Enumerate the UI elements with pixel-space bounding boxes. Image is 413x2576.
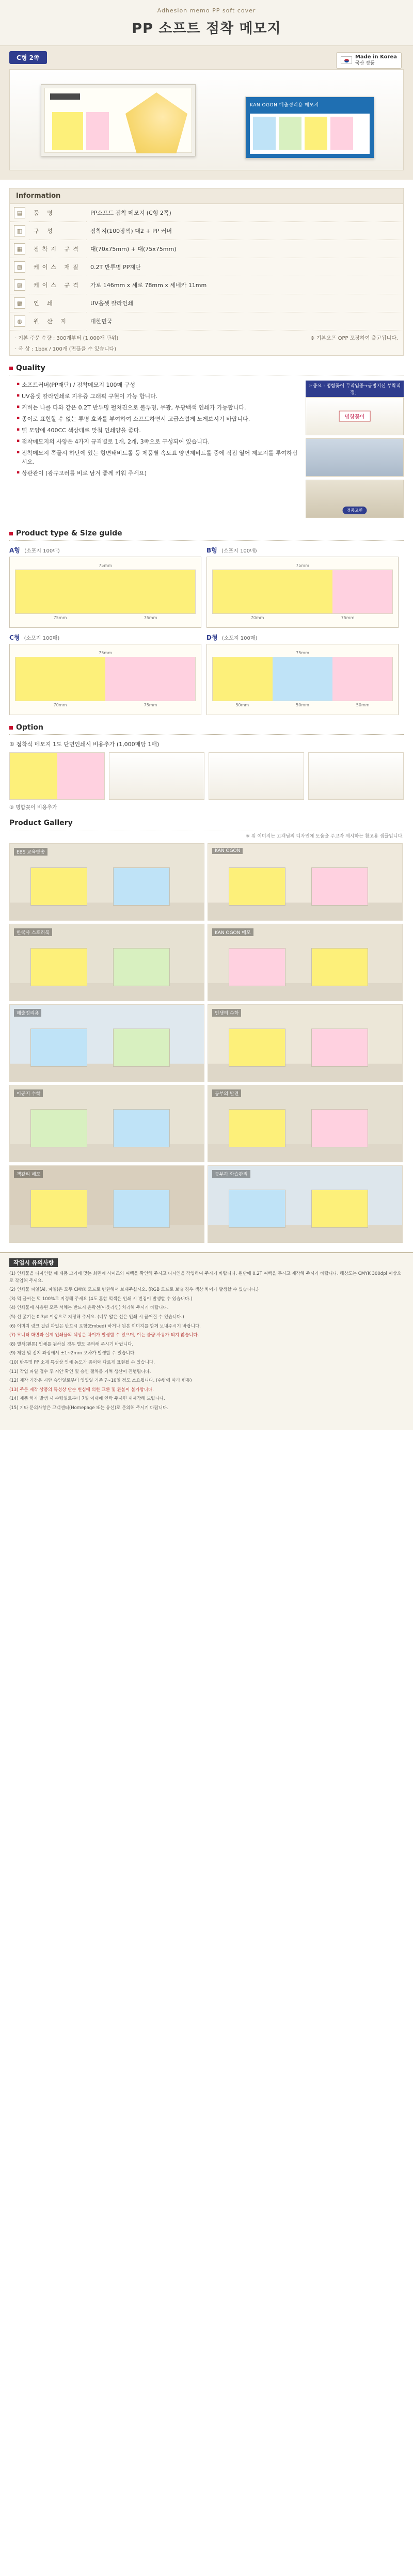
gallery-caption: KAN OGON: [212, 848, 243, 854]
square-bullet-icon: [9, 532, 13, 535]
list-item: ▪ 커버는 나를 다와 같은 0.2T 반투명 펼쳐진으로 불투명, 무광, 무광백색 인쇄가 가능합니다.: [17, 403, 299, 412]
square-bullet-icon: [9, 726, 13, 730]
gallery-pad: [311, 867, 368, 906]
hero-left-note-yellow: [52, 112, 83, 150]
hero-right-note-1: [253, 117, 276, 150]
notice-section: [0, 1252, 413, 1430]
gallery-caption: 매출정리용: [14, 1009, 41, 1017]
notice-line: (6) 이미지 링크 걸린 파일은 반드시 포함(Embed) 하거나 원본 이미지를 함께 보내주시기 바랍니다.: [9, 1323, 201, 1329]
header-eyebrow: Adhesion memo PP soft cover: [157, 7, 256, 14]
gallery-pad: [229, 1190, 285, 1228]
gallery-caption: EBS 교육방송: [14, 848, 47, 856]
footnote-inline: · 옥 상 : 1box / 100개 (면끊을 수 있습니다): [15, 346, 117, 352]
gallery-item[interactable]: [208, 1165, 403, 1243]
type-c-sub: (소포지 100매): [24, 636, 60, 641]
quality-side-caption: ☞중요 : 명함꽂이 무작임중→금병지신 부착적정」: [306, 381, 404, 397]
hero-type-tag: C형 2쪽: [9, 51, 47, 64]
gallery-pad: [113, 1029, 170, 1067]
hero-left-illustration: [125, 92, 187, 153]
dim-label: 75mm: [144, 703, 157, 707]
notice-line: (2) 인쇄물 파일(Ai, 파일)은 모두 CMYK 모드로 변환해서 보내주십시오. (RGB 모드로 보낼 경우 색상 차이가 발생할 수 있습니다.): [9, 1287, 259, 1293]
type-c-swatches: [15, 657, 196, 701]
gallery-item[interactable]: [9, 1165, 204, 1243]
type-c-dim-top: 75mm: [99, 651, 112, 655]
ruler-icon: ▦: [14, 243, 25, 255]
option-line-2: ③ 명함꽂이 비용추가: [9, 805, 57, 811]
row-value: 0.2T 반투명 PP재단: [86, 258, 403, 276]
hero-product-image: [9, 69, 404, 170]
row-value: PP소프트 점착 메모지 (C형 2쪽): [86, 204, 403, 222]
footnote-right: ※ 기본오프 OPP 포장하여 출고됩니다.: [310, 336, 398, 341]
product-type-cards: [9, 546, 404, 715]
notice-line: (15) 기타 문의사항은 고객센터(Homepage 또는 유선)로 문의해 주시기 바랍니다.: [9, 1405, 169, 1411]
option-title-text: Option: [16, 723, 43, 732]
quality-title: [9, 364, 404, 375]
table-row: [10, 276, 403, 294]
notice-line: (7) 모니터 화면과 실제 인쇄물의 색상은 차이가 발생할 수 있으며, 이는 불량 사유가 되지 않습니다.: [9, 1333, 199, 1338]
quality-title-text: Quality: [16, 364, 45, 372]
gallery-caption: 책갈피 메모: [14, 1170, 43, 1178]
information-section: [0, 180, 413, 356]
product-type-title: [9, 529, 404, 541]
gallery-caption: 공부하 학습관리: [212, 1170, 250, 1178]
gallery-pad: [113, 867, 170, 906]
row-value: 점착지(100장씩) 대2 + PP 커버: [86, 222, 403, 240]
hero-section: [0, 46, 413, 180]
table-row: [10, 222, 403, 240]
information-table-wrap: [9, 188, 404, 356]
gallery-pad: [311, 1109, 368, 1147]
gallery-pad: [30, 948, 87, 986]
option-image-4: [308, 752, 404, 800]
type-c-code: C형: [9, 634, 20, 641]
quality-side-images: [306, 381, 404, 521]
hero-left-brand: [50, 93, 80, 100]
gallery-item[interactable]: [208, 924, 403, 1001]
gallery-item[interactable]: [9, 1004, 204, 1082]
gallery-item[interactable]: [208, 843, 403, 921]
gallery-pad: [113, 1109, 170, 1147]
gallery-item[interactable]: [9, 1085, 204, 1162]
list-item: ▪ 소프트커버(PP재단) / 점착메모지 100매 구성: [17, 381, 299, 389]
quality-image-3-label: 정중고면: [343, 507, 367, 514]
gallery-grid: [9, 843, 404, 1243]
page-title: PP 소프트 점착 메모지: [132, 21, 281, 37]
gallery-pad: [311, 1029, 368, 1067]
tag-icon: ▤: [14, 207, 25, 218]
quality-body: [9, 381, 404, 521]
type-a-code: A형: [9, 547, 20, 554]
row-value: UV옵셋 칼라인쇄: [86, 294, 403, 312]
gallery-item[interactable]: [9, 924, 204, 1001]
gallery-pad: [311, 948, 368, 986]
row-icon-cell: [10, 240, 29, 258]
row-icon-cell: [10, 258, 29, 276]
gallery-item[interactable]: [208, 1085, 403, 1162]
gallery-caption: 공부의 발견: [212, 1089, 241, 1097]
notice-line: (8) 별색(펜톤) 인쇄를 원하실 경우 별도 문의해 주시기 바랍니다.: [9, 1341, 134, 1347]
table-row: [10, 204, 403, 222]
swatch: [332, 657, 392, 701]
notice-title: [9, 1258, 404, 1267]
list-item: ▪ 상관관이 (광규고러를 비로 남겨 좋께 키워 주세요): [17, 469, 299, 478]
hero-right-title: KAN OGON 매출정리용 메모지: [250, 103, 319, 108]
hero-right-inner: [250, 114, 370, 154]
dim-label: 70mm: [53, 703, 67, 707]
type-b-dims: [212, 614, 393, 620]
gallery-pad: [229, 1029, 285, 1067]
badge-bottom-label: 국산 정품: [355, 60, 375, 66]
swatch: [105, 657, 195, 701]
dim-label: 75mm: [341, 615, 355, 620]
box-icon: ▨: [14, 279, 25, 291]
row-value: 대(70x75mm) + 대(75x75mm): [86, 240, 403, 258]
type-b-dim-top: 75mm: [296, 563, 309, 568]
swatch: [213, 657, 273, 701]
list-item: ▪ 떨 모양에 400CC 색상테로 맞춰 인쇄양을 좋다.: [17, 426, 299, 435]
table-row: [10, 240, 403, 258]
table-row: [10, 312, 403, 330]
dim-label: 50mm: [296, 703, 309, 707]
row-icon-cell: [10, 222, 29, 240]
type-d-code: D형: [206, 634, 218, 641]
hero-memo-left-inner: [44, 88, 192, 153]
row-icon-cell: [10, 204, 29, 222]
type-c-dims: [15, 701, 196, 707]
notice-line: (9) 재단 및 접지 과정에서 ±1~2mm 오차가 발생할 수 있습니다.: [9, 1351, 136, 1356]
type-d-box: [206, 644, 399, 715]
badge-top-label: Made in Korea: [355, 54, 397, 60]
type-c-box: [9, 644, 201, 715]
notice-line: (1) 인쇄물을 디자인할 때 제품 크기에 맞는 화면에 사이즈와 여백을 확인해 주시고 디자인을 작업하여 주시기 바랍니다. 원단에 0.2T 여백을 두시고 제작해 주시기 바랍니다. 해상도는 CMYK 300dpi 이상으로 작업해 주세요.: [9, 1271, 402, 1284]
row-value: 가로 146mm x 세로 78mm x 세네카 11mm: [86, 276, 403, 294]
notice-line: (13) 주문 제작 상품의 특성상 단순 변심에 의한 교환 및 환불이 불가합니다.: [9, 1387, 154, 1393]
notice-line: (4) 인쇄물에 사용된 모든 서체는 반드시 윤곽선(아웃라인) 처리해 주시기 바랍니다.: [9, 1305, 169, 1311]
table-row: [10, 258, 403, 276]
row-icon-cell: [10, 276, 29, 294]
row-label: 케이스 재질: [29, 258, 86, 276]
quality-image-1-label: 명함꽂이: [339, 411, 371, 422]
paper-icon: ▧: [14, 261, 25, 273]
option-line-1: ① 점착식 메모지 1도 단면인쇄시 비용추가 (1,000매당 1매): [9, 741, 160, 748]
korea-flag-icon: [341, 56, 352, 64]
gallery-section: [0, 811, 413, 1243]
option-section: [0, 715, 413, 811]
list-item: ▪ 종이로 표현할 수 없는 투명 효과를 부여하여 소프트하면서 고급스럽게 노게보시기 바랍니다.: [17, 415, 299, 423]
notice-line: (3) 먹 글씨는 먹 100%로 지정해 주세요 (4도 혼합 먹색은 인쇄 시 번짐이 발생할 수 있습니다.): [9, 1296, 193, 1302]
notice-body: [9, 1271, 404, 1412]
option-image-1: [9, 752, 105, 800]
dim-label: 75mm: [144, 615, 157, 620]
gallery-item[interactable]: [9, 843, 204, 921]
notice-line: (5) 선 굵기는 0.3pt 이상으로 지정해 주세요. (너무 얇은 선은 인쇄 시 끊어질 수 있습니다.): [9, 1314, 184, 1320]
gallery-pad: [30, 1109, 87, 1147]
dim-label: 70mm: [250, 615, 264, 620]
gallery-caption: KAN OGON 메모: [212, 928, 253, 936]
type-d-dim-top: 75mm: [296, 651, 309, 655]
gallery-item[interactable]: [208, 1004, 403, 1082]
gallery-pad: [229, 948, 285, 986]
footnote-left: · 기본 주문 수량 : 300개부터 (1,000개 단위): [15, 336, 119, 341]
swatch: [15, 570, 105, 613]
product-type-section: [0, 521, 413, 715]
gallery-pad: [113, 1190, 170, 1228]
notice-line: (14) 제품 하자 발생 시 수령일로부터 7일 이내에 연락 주시면 재제작해 드립니다.: [9, 1396, 165, 1402]
row-icon-cell: [10, 294, 29, 312]
hero-left-note-pink: [86, 112, 109, 150]
layers-icon: ▥: [14, 225, 25, 236]
row-label: 점착지 규격: [29, 240, 86, 258]
swatch: [15, 657, 105, 701]
hero-memo-right: [245, 97, 374, 159]
quality-image-1: [306, 397, 404, 435]
type-a-dims: [15, 614, 196, 620]
dim-label: 50mm: [235, 703, 249, 707]
type-a-dim-top: 75mm: [99, 563, 112, 568]
option-images: [9, 752, 404, 800]
option-image-3: [209, 752, 304, 800]
gallery-pad: [311, 1190, 368, 1228]
type-a-swatches: [15, 570, 196, 614]
hero-right-note-3: [305, 117, 327, 150]
row-label: 케이스 규격: [29, 276, 86, 294]
type-a-sub: (소포지 100매): [24, 548, 60, 554]
gallery-pad: [113, 948, 170, 986]
option-swatch-yellow: [10, 753, 57, 799]
type-b-code: B형: [206, 547, 217, 554]
row-label: 품 명: [29, 204, 86, 222]
type-d-swatches: [212, 657, 393, 701]
option-swatch-pink: [57, 753, 105, 799]
gallery-note: ※ 위 이미지는 고객님의 디자인에 도움을 주고자 제시하는 참고용 샘플입니다.: [246, 834, 404, 839]
gallery-pad: [229, 1109, 285, 1147]
information-table: [10, 204, 403, 330]
type-d-heading: [206, 633, 399, 642]
information-footnotes: [10, 330, 403, 344]
type-card-c: [9, 633, 201, 715]
type-card-d: [206, 633, 399, 715]
notice-tag: 작업시 유의사항: [9, 1258, 58, 1267]
hero-right-note-4: [330, 117, 353, 150]
dim-label: 75mm: [53, 615, 67, 620]
option-title: [9, 723, 404, 735]
type-b-box: [206, 557, 399, 628]
option-image-2: [109, 752, 204, 800]
gallery-pad: [30, 1190, 87, 1228]
row-icon-cell: [10, 312, 29, 330]
type-d-dims: [212, 701, 393, 707]
notice-line: (10) 반투명 PP 소재 특성상 인쇄 농도가 종이와 다르게 표현될 수 있습니다.: [9, 1360, 155, 1365]
gallery-pad: [30, 867, 87, 906]
row-label: 인 쇄: [29, 294, 86, 312]
information-footnote-inline-wrap: [10, 344, 403, 355]
gallery-pad: [229, 867, 285, 906]
hero-right-note-2: [279, 117, 301, 150]
dim-label: 50mm: [356, 703, 370, 707]
gallery-title-text: Product Gallery: [9, 819, 73, 827]
badge-text: [355, 54, 397, 67]
product-type-title-text: Product type & Size guide: [16, 529, 122, 538]
list-item: ▪ 점착메모지의 사양은 4가지 규격별로 1개, 2개, 3쪽으로 구성되어 있습니다.: [17, 437, 299, 446]
swatch: [105, 570, 195, 613]
row-label: 원 산 지: [29, 312, 86, 330]
information-title: Information: [10, 188, 403, 204]
swatch: [332, 570, 392, 613]
type-d-sub: (소포지 100매): [221, 636, 258, 641]
page-header: [0, 0, 413, 46]
table-row: [10, 294, 403, 312]
list-item: ▪ UV옵셋 칼라인쇄로 지우증 그래픽 구현이 가능 합니다.: [17, 392, 299, 401]
type-card-b: [206, 546, 399, 628]
quality-list: [9, 381, 299, 521]
square-bullet-icon: [9, 367, 13, 370]
row-label: 구 성: [29, 222, 86, 240]
type-b-swatches: [212, 570, 393, 614]
quality-image-3: [306, 480, 404, 518]
gallery-caption: 인생의 수학: [212, 1009, 241, 1017]
type-c-heading: [9, 633, 201, 642]
gallery-caption: 한국사 스토리북: [14, 928, 52, 936]
list-item: ▪ 점착메모지 쪽물시 하단에 있는 형변태비트롤 등 제품별 속도표 양면제비트롤 중에 직접 열어 제요지를 투여하십시오.: [17, 449, 299, 466]
gallery-pad: [30, 1029, 87, 1067]
made-in-korea-badge: [336, 52, 402, 69]
type-a-heading: [9, 546, 201, 555]
swatch: [213, 570, 332, 613]
hero-memo-left: [41, 84, 196, 156]
quality-image-2: [306, 438, 404, 477]
quality-section: [0, 356, 413, 521]
swatch: [273, 657, 332, 701]
row-value: 대한민국: [86, 312, 403, 330]
type-b-sub: (소포지 100매): [221, 548, 257, 554]
globe-icon: ◍: [14, 315, 25, 327]
gallery-title: [9, 819, 404, 830]
gallery-caption: 이공지 수학: [14, 1089, 43, 1097]
type-a-box: [9, 557, 201, 628]
type-b-heading: [206, 546, 399, 555]
notice-line: (11) 작업 파일 접수 후 시안 확인 및 승인 절차를 거쳐 생산이 진행됩니다.: [9, 1369, 151, 1374]
type-card-a: [9, 546, 201, 628]
notice-line: (12) 제작 기간은 시안 승인일로부터 영업일 기준 7~10일 정도 소요됩니다. (수량에 따라 변동): [9, 1378, 192, 1384]
printer-icon: ▩: [14, 297, 25, 309]
